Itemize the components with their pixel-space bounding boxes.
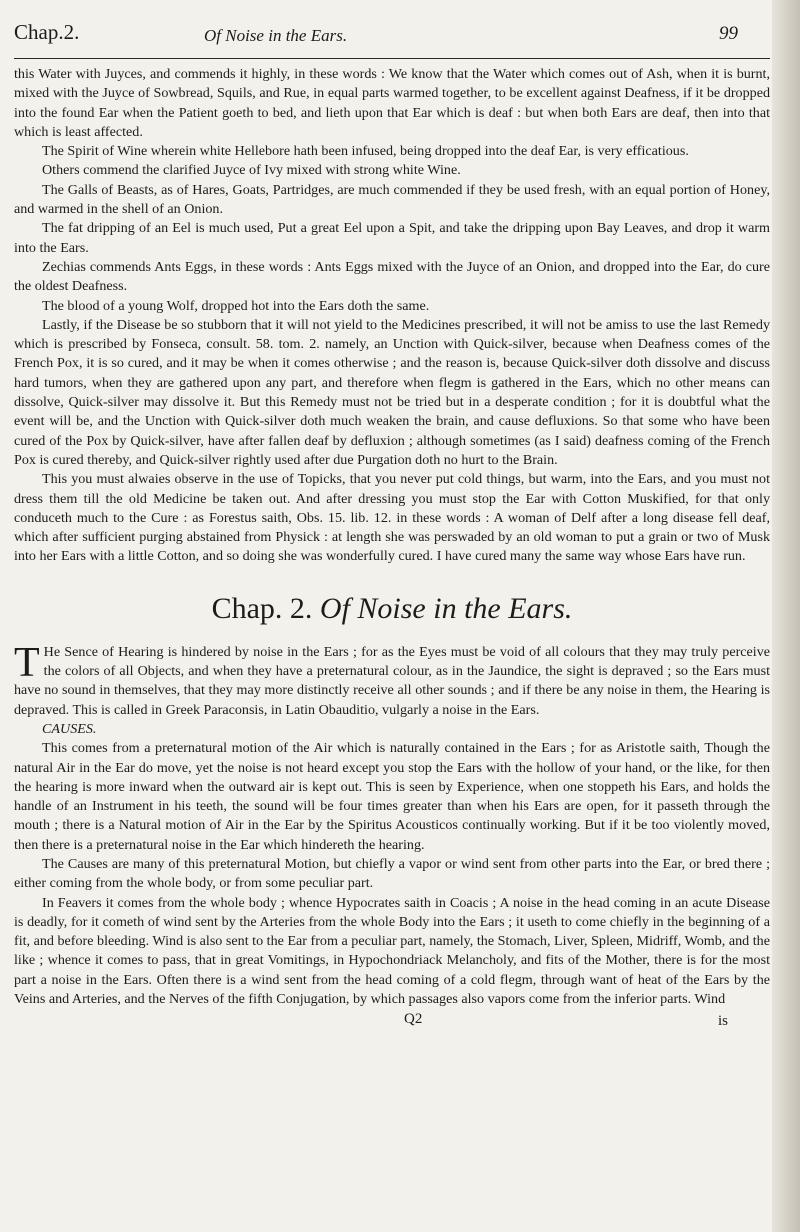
catchword: is (717, 1013, 728, 1030)
page-gutter-shadow (772, 0, 800, 1232)
paragraph: Others commend the clarified Juyce of Ivy mixed with strong white Wine. (42, 162, 461, 179)
header-title: Of Noise in the Ears. (204, 26, 348, 45)
paragraph: This comes from a preternatural motion of the Air which is naturally contained in the Ears ; for as Aristotle saith, Though the natural Air in the Ear do move, yet the noise is not heard except you stop the Ears with the hollow of your hand, or the like, for then the hearing is more inward when the outward air is kept out. This is seen by Experience, when one stoppeth his Ears, and holds the handle of an Instrument in his teeth, the sound will be four times greater than when his Ears are open, for it passeth through the mouth ; there is a Natural motion of Air in the Ear by the Spiritus Acousticos continually working. But if it be too violently moved, then there is a preternatural noise in the Ear which hindereth the hearing. (14, 740, 770, 853)
page-number: 99 (719, 23, 738, 44)
running-header (14, 20, 770, 59)
paragraph: In Feavers it comes from the whole body ; whence Hypocrates saith in Coacis ; A noise in the head coming in an acute Disease is deadly, for it cometh of wind sent by the Arteries from the whole Body into the Ears ; it useth to come chiefly in the beginning of a fit, and before bleeding. Wind is also sent to the Ear from a peculiar part, namely, the Stomach, Liver, Spleen, Midriff, Womb, and the like ; whence it comes to pass, that in great Vomitings, in Hypochondriack Melancholy, and fits of the Mother, there is for the most part a noise in the Ears. Often there is a wind sent from the head coming of a cold flegm, through want of heat of the Ears by the Veins and Arteries, and the Nerves of the fifth Conjugation, by which passages also vapors come from the inferior parts. Wind (14, 894, 770, 1008)
chapter-heading (14, 589, 770, 629)
paragraph: Zechias commends Ants Eggs, in these words : Ants Eggs mixed with the Juyce of an Onion, and dropped into the Ear, do cure the oldest Deafness. (14, 258, 770, 295)
paragraph: The blood of a young Wolf, dropped hot into the Ears doth the same. (42, 297, 430, 314)
paragraph (14, 639, 770, 720)
paragraph: This you must alwaies observe in the use of Topicks, that you never put cold things, but warm, into the Ears, and you must not dress them till the old Medicine be taken out. And after dressing you must stop the Ear with Cotton Muskified, for that only conduceth much to the Cure : as Forestus saith, Obs. 15. lib. 12. in these words : A woman of Delf after a long disease fell deaf, which after sufficient purging abstained from Physick : at length she was perswaded by an old woman to put a grain or two of Musk into her Ears with a little Cotton, and so doing she was wonderfully cured. I have cured many the same way whose Ears have run. (14, 471, 770, 565)
paragraph: The fat dripping of an Eel is much used, Put a great Eel upon a Spit, and take the dripping upon Bay Leaves, and drop it warm into the Ears. (14, 220, 770, 256)
drop-cap: T (14, 639, 40, 686)
header-chapter: Chap.2. (14, 20, 80, 44)
paragraph: Lastly, if the Disease be so stubborn that it will not yield to the Medicines prescribed, it will not be amiss to use the last Remedy which is prescribed by Fonseca, consult. 58. tom. 2. namely, an Unction with Quick-silver, because when Deafness comes of the French Pox, it is so cured, and it may be when it comes otherwise ; and the reason is, because Quick-silver doth dissolve and discuss hard tumors, when they are gathered upon any part, and therefore when flegm is gathered in the Ears, which no other means can dissolve, Quick-silver may dissolve it. But this Remedy must not be tried but in a desperate condition ; for it is doubtful what the event will be, and the Unction with Quick-silver doth much weaken the brain, and cause defluxions. So that some who have been cured of the Pox by Quick-silver, have after fallen deaf by defluxion ; although sometimes (as I said) deafness coming of the French Pox is cured thereby, and Quick-silver rightly used after due Purgation doth no hurt to the Brain. (14, 316, 770, 468)
paragraph: The Galls of Beasts, as of Hares, Goats, Partridges, are much commended if they be used fresh, with an equal portion of Honey, and warmed in the shell of an Onion. (14, 181, 770, 218)
paragraph: this Water with Juyces, and commends it highly, in these words : We know that the Water which comes out of Ash, when it is burnt, mixed with the Juyce of Sowbread, Squils, and Rue, in equal parts warmed together, to be excellent against Deafness, if it be dropped into the found Ear when the Patient goeth to bed, and lieth upon that Ear which is deaf : but when both Ears are deaf, then into that which is least affected. (14, 66, 770, 140)
paragraph: The Spirit of Wine wherein white Hellebore hath been infused, being dropped into the deaf Ear, is very efficatious. (42, 143, 689, 160)
paragraph-text: He Sence of Hearing is hindered by noise in the Ears ; for as the Eyes must be void of all colours that they may truly perceive the colors of all Objects, and when they have a preternatural colour, as in the Jaundice, the sight is depraved ; so the Ears must have no sound in themselves, that they may more distinctly receive all other sounds ; and if there be any noise in them, the Hearing is depraved. This is called in Greek Paraconsis, in Latin Obauditio, vulgarly a noise in the Ears. (14, 643, 770, 718)
page-footer (14, 1011, 770, 1031)
section-heading: CAUSES. (42, 720, 97, 737)
chapter-number: Chap. 2. (211, 591, 313, 625)
paragraph: The Causes are many of this preternatural Motion, but chiefly a vapor or wind sent from other parts into the Ear, or bred there ; either coming from the whole body, or from some peculiar part. (14, 855, 770, 892)
chapter-title: Of Noise in the Ears. (319, 591, 573, 625)
signature-mark: Q2 (404, 1011, 423, 1028)
